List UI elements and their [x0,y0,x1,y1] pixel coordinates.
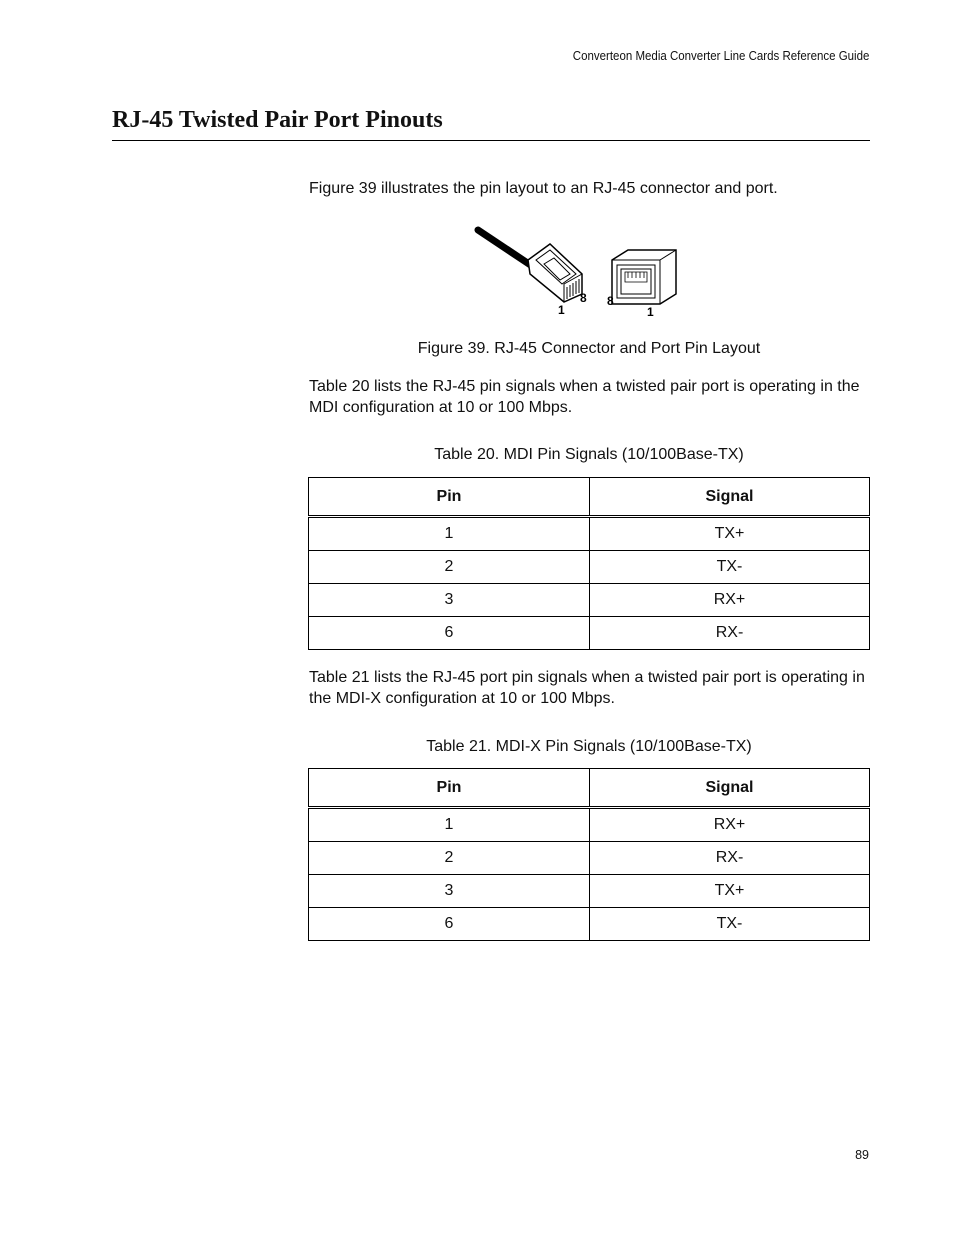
pin-cell: 6 [309,908,590,941]
mdi-paragraph: Table 20 lists the RJ-45 pin signals when a twisted pair port is operating in the MDI configuration at 10 or 100 Mbps. [309,378,860,416]
pin-cell: 3 [309,584,590,617]
pin-cell: 2 [309,551,590,584]
signal-column-header: Signal [590,478,870,517]
mdix-paragraph: Table 21 lists the RJ-45 port pin signals when a twisted pair port is operating in the MDI-X configuration at 10 or 100 Mbps. [309,669,865,707]
plug-pin-1-label: 1 [558,303,565,317]
signal-cell: RX- [590,842,870,875]
rj45-figure [470,222,685,322]
table-row [309,875,870,908]
table-row [309,908,870,941]
port-pin-8-label: 8 [607,294,614,308]
intro-paragraph: Figure 39 illustrates the pin layout to an RJ-45 connector and port. [309,180,778,197]
section-title: RJ-45 Twisted Pair Port Pinouts [112,107,443,133]
pin-cell: 3 [309,875,590,908]
table-row [309,517,870,551]
signal-cell: TX+ [590,517,870,551]
table-row [309,584,870,617]
title-rule [112,140,870,141]
rj45-port-icon [612,250,676,304]
table-row [309,551,870,584]
pin-cell: 1 [309,517,590,551]
signal-cell: TX+ [590,875,870,908]
page-number: 89 [855,1148,869,1162]
table-20-caption: Table 20. MDI Pin Signals (10/100Base-TX) [434,446,744,463]
table-row [309,808,870,842]
table-21-caption: Table 21. MDI-X Pin Signals (10/100Base-TX) [426,738,752,755]
pin-column-header: Pin [309,478,590,517]
table-header-row [309,769,870,808]
running-header: Converteon Media Converter Line Cards Reference Guide [572,49,869,63]
signal-cell: RX- [590,617,870,650]
signal-cell: RX+ [590,584,870,617]
pin-cell: 6 [309,617,590,650]
cable-line [478,230,532,266]
signal-cell: TX- [590,551,870,584]
port-pin-1-label: 1 [647,305,654,319]
signal-cell: RX+ [590,808,870,842]
figure-caption: Figure 39. RJ-45 Connector and Port Pin Layout [417,340,761,357]
mdix-pin-table [308,768,870,941]
table-row [309,617,870,650]
table-row [309,842,870,875]
pin-column-header: Pin [309,769,590,808]
rj45-plug-icon [528,244,582,302]
signal-column-header: Signal [590,769,870,808]
signal-cell: TX- [590,908,870,941]
mdi-pin-table [308,477,870,650]
pin-cell: 2 [309,842,590,875]
plug-pin-8-label: 8 [580,291,587,305]
pin-cell: 1 [309,808,590,842]
rj45-illustration [470,222,685,322]
table-header-row [309,478,870,517]
